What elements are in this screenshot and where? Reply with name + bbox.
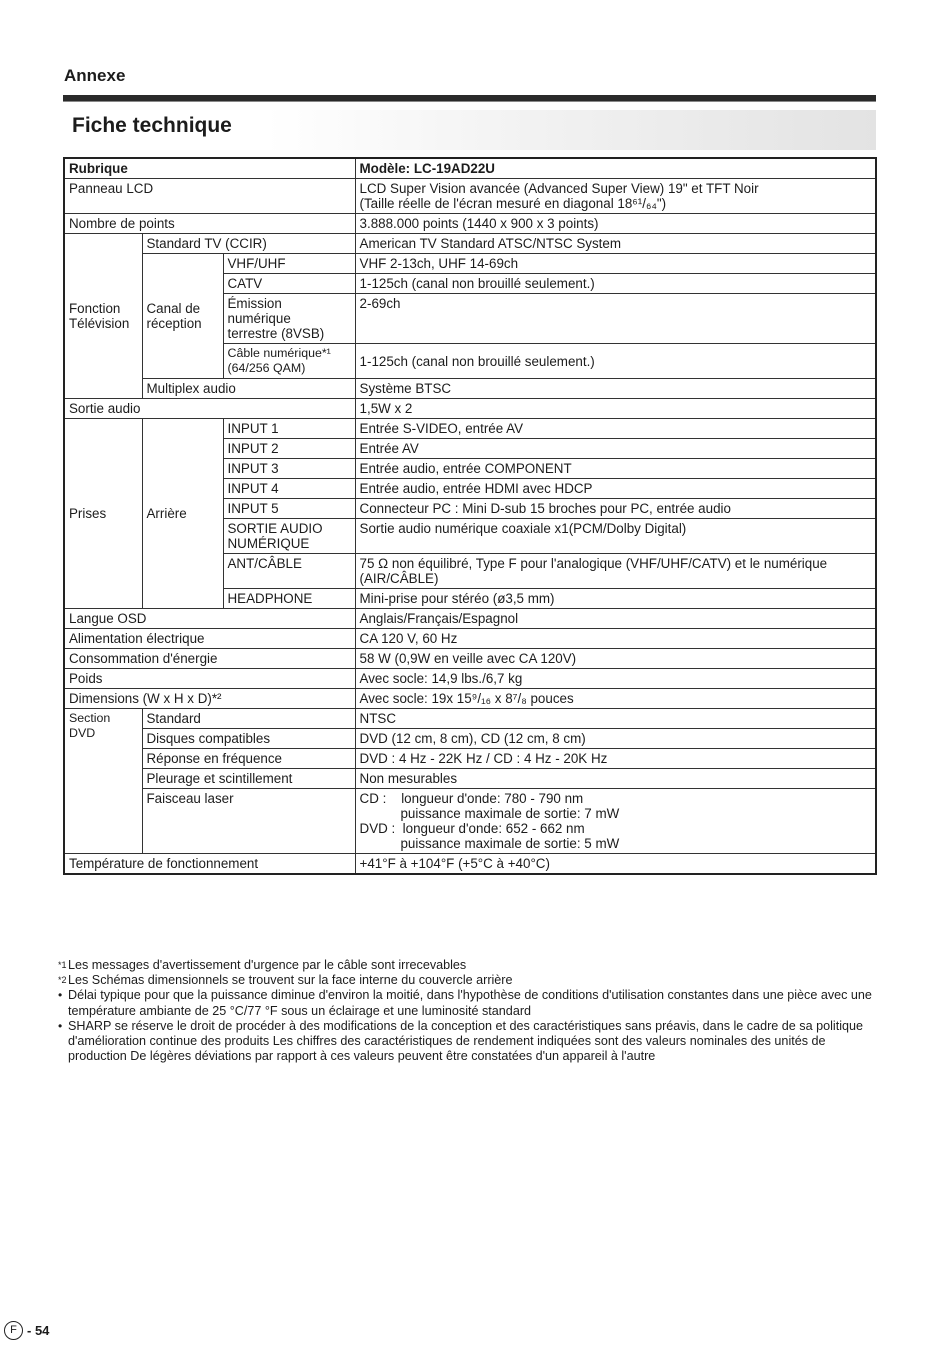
row-label: INPUT 4 xyxy=(223,479,355,499)
row-value: Anglais/Français/Espagnol xyxy=(355,609,876,629)
row-value: Entrée S-VIDEO, entrée AV xyxy=(355,419,876,439)
footnote-mark: *2 xyxy=(58,975,67,986)
row-value: 58 W (0,9W en veille avec CA 120V) xyxy=(355,649,876,669)
row-label: Température de fonctionnement xyxy=(64,854,355,875)
footnote xyxy=(58,988,878,1018)
row-label: VHF/UHF xyxy=(223,254,355,274)
table-row xyxy=(64,854,876,875)
row-value: NTSC xyxy=(355,709,876,729)
row-value: Avec socle: 19x 15⁹/₁₆ x 8⁷/₈ pouces xyxy=(355,689,876,709)
table-row xyxy=(64,254,876,274)
table-row xyxy=(64,214,876,234)
row-label: Faisceau laser xyxy=(142,789,355,854)
row-value: DVD : 4 Hz - 22K Hz / CD : 4 Hz - 20K Hz xyxy=(355,749,876,769)
table-row xyxy=(64,419,876,439)
footnote-text: Les Schémas dimensionnels se trouvent sur la face interne du couvercle arrière xyxy=(68,973,513,988)
row-value: American TV Standard ATSC/NTSC System xyxy=(355,234,876,254)
row-label: HEADPHONE xyxy=(223,589,355,609)
header-model: Modèle: LC-19AD22U xyxy=(355,158,876,179)
row-value: LCD Super Vision avancée (Advanced Super View) 19" et TFT Noir (Taille réelle de l'écran mesuré en diagonal 18⁶¹/₆₄") xyxy=(355,179,876,214)
row-value: Entrée audio, entrée COMPONENT xyxy=(355,459,876,479)
table-row xyxy=(64,649,876,669)
table-row xyxy=(64,399,876,419)
page-title: Fiche technique xyxy=(72,114,232,137)
row-value: +41°F à +104°F (+5°C à +40°C) xyxy=(355,854,876,875)
row-label: Réponse en fréquence xyxy=(142,749,355,769)
row-label: Câble numérique*¹ (64/256 QAM) xyxy=(223,344,355,379)
row-label: INPUT 1 xyxy=(223,419,355,439)
footnote xyxy=(58,973,878,988)
footnote-text: Les messages d'avertissement d'urgence par le câble sont irrecevables xyxy=(68,958,467,972)
row-label: Disques compatibles xyxy=(142,729,355,749)
row-value: 3.888.000 points (1440 x 900 x 3 points) xyxy=(355,214,876,234)
row-label: Émission numérique terrestre (8VSB) xyxy=(223,294,355,344)
row-value: 1-125ch (canal non brouillé seulement.) xyxy=(355,344,876,379)
table-row xyxy=(64,179,876,214)
row-label: CATV xyxy=(223,274,355,294)
dvd-section-label: Section DVD xyxy=(64,709,142,854)
table-row xyxy=(64,629,876,649)
spec-table xyxy=(63,157,877,875)
row-label: Poids xyxy=(64,669,355,689)
row-value: 75 Ω non équilibré, Type F pour l'analogique (VHF/UHF/CATV) et le numérique (AIR/CÂBLE) xyxy=(355,554,876,589)
table-row xyxy=(64,729,876,749)
row-label: Pleurage et scintillement xyxy=(142,769,355,789)
row-value: Non mesurables xyxy=(355,769,876,789)
row-label: Panneau LCD xyxy=(64,179,355,214)
row-value: DVD (12 cm, 8 cm), CD (12 cm, 8 cm) xyxy=(355,729,876,749)
table-row xyxy=(64,769,876,789)
row-value: VHF 2-13ch, UHF 14-69ch xyxy=(355,254,876,274)
table-row xyxy=(64,609,876,629)
row-label: INPUT 2 xyxy=(223,439,355,459)
table-row xyxy=(64,749,876,769)
row-label: Nombre de points xyxy=(64,214,355,234)
language-badge: F xyxy=(4,1321,23,1340)
row-label: Sortie audio xyxy=(64,399,355,419)
table-header-row xyxy=(64,158,876,179)
row-value: 2-69ch xyxy=(355,294,876,344)
table-row xyxy=(64,379,876,399)
row-value: CD : longueur d'onde: 780 - 790 nm puissance maximale de sortie: 7 mW DVD : longueur d'onde: 652 - 662 nm puissance maximale de sortie: 5 mW xyxy=(355,789,876,854)
canal-reception-label: Canal de réception xyxy=(142,254,223,379)
bullet-mark: • xyxy=(58,1018,63,1033)
header-rubrique: Rubrique xyxy=(64,158,355,179)
footnote xyxy=(58,958,878,973)
row-value: Mini-prise pour stéréo (ø3,5 mm) xyxy=(355,589,876,609)
tv-function-label: Fonction Télévision xyxy=(64,234,142,399)
footnotes xyxy=(58,958,878,1064)
footnote xyxy=(58,1019,878,1065)
section-label: Annexe xyxy=(64,66,126,85)
bullet-mark: • xyxy=(58,988,63,1003)
page-footer xyxy=(4,1321,49,1340)
row-value: Sortie audio numérique coaxiale x1(PCM/Dolby Digital) xyxy=(355,519,876,554)
row-label: Multiplex audio xyxy=(142,379,355,399)
row-value: CA 120 V, 60 Hz xyxy=(355,629,876,649)
row-value: 1-125ch (canal non brouillé seulement.) xyxy=(355,274,876,294)
row-value: Système BTSC xyxy=(355,379,876,399)
row-label: Standard TV (CCIR) xyxy=(142,234,355,254)
row-label: Alimentation électrique xyxy=(64,629,355,649)
table-row xyxy=(64,689,876,709)
table-row xyxy=(64,709,876,729)
footnote-text: Délai typique pour que la puissance diminue d'environ la moitié, dans l'hypothèse de conditions d'utilisation constantes dans une pièce avec une température ambiante de 25 °C/77 °F sous un éclairage et une luminosité standard xyxy=(68,988,872,1018)
row-label: Consommation d'énergie xyxy=(64,649,355,669)
row-label: Standard xyxy=(142,709,355,729)
table-row xyxy=(64,234,876,254)
row-value: Entrée audio, entrée HDMI avec HDCP xyxy=(355,479,876,499)
footnote-mark: *1 xyxy=(58,960,67,970)
row-label: Langue OSD xyxy=(64,609,355,629)
table-row xyxy=(64,669,876,689)
header-rule xyxy=(63,95,876,102)
arriere-label: Arrière xyxy=(142,419,223,609)
row-label: INPUT 5 xyxy=(223,499,355,519)
footnote-text: SHARP se réserve le droit de procéder à des modifications de la conception et des caractéristiques sans préavis, dans le cadre de sa politique d'amélioration continue des produits Les chiffres des caractéristiques de rendement indiquées sont des valeurs nominales des unités de production De légères déviations par rapport à ces valeurs peuvent être constatées d'un appareil à l'autre xyxy=(68,1018,864,1064)
row-label: INPUT 3 xyxy=(223,459,355,479)
row-value: Entrée AV xyxy=(355,439,876,459)
row-label: ANT/CÂBLE xyxy=(223,554,355,589)
prises-label: Prises xyxy=(64,419,142,609)
row-value: 1,5W x 2 xyxy=(355,399,876,419)
row-label: SORTIE AUDIO NUMÉRIQUE xyxy=(223,519,355,554)
row-label: Dimensions (W x H x D)*² xyxy=(64,689,355,709)
page-number: - 54 xyxy=(27,1323,50,1338)
row-value: Avec socle: 14,9 lbs./6,7 kg xyxy=(355,669,876,689)
table-row xyxy=(64,789,876,854)
row-value: Connecteur PC : Mini D-sub 15 broches pour PC, entrée audio xyxy=(355,499,876,519)
